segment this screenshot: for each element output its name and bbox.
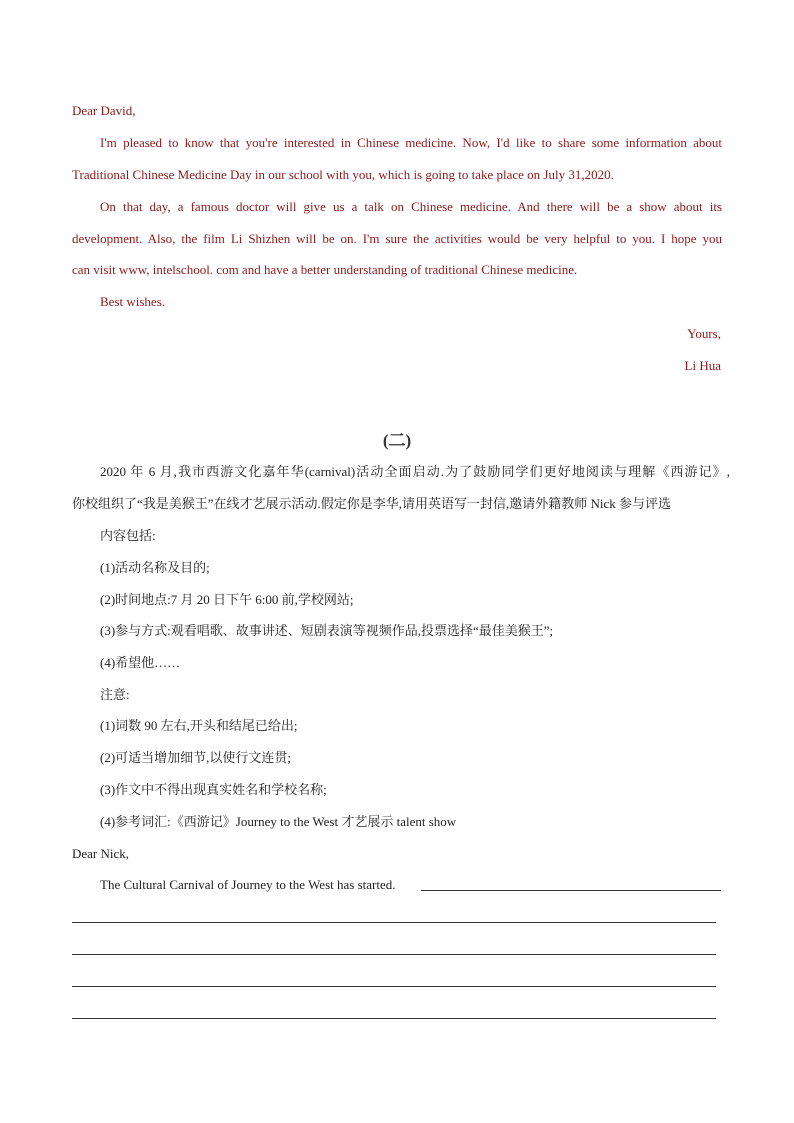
section-title: (二) [382,431,412,450]
answer-start-sentence: The Cultural Carnival of Journey to the West has started. [100,877,396,892]
task-intro-line-1: 2020 年 6 月,我市西游文化嘉年华(carnival)活动全面启动.为了鼓励同学们更好地阅读与理解《西游记》, [100,464,730,479]
letter-paragraph-2-line-3: can visit www, intelschool. com and have a better understanding of traditional Chinese medicine. [72,262,578,277]
notes-item: (1)词数 90 左右,开头和结尾已给出; [100,718,298,733]
letter-paragraph-2-line-2: development. Also, the film Li Shizhen will be on. I'm sure the activities would be very helpful to you. I hope you [72,231,722,246]
answer-line [72,922,716,923]
answer-line [421,890,721,891]
notes-item: (4)参考词汇:《西游记》Journey to the West 才艺展示 talent show [100,814,457,829]
letter-closing: Best wishes. [100,294,165,309]
notes-item: (2)可适当增加细节,以使行文连贯; [100,750,292,765]
letter-paragraph-1-line-1: I'm pleased to know that you're interested in Chinese medicine. Now, I'd like to share some information about [100,135,722,150]
letter-signature: Li Hua [684,358,721,373]
answer-line [72,986,716,987]
letter-paragraph-1-line-2: Traditional Chinese Medicine Day in our school with you, which is going to take place on July 31,2020. [72,167,614,182]
letter-signoff: Yours, [687,326,721,341]
content-item: (4)希望他…… [100,655,181,670]
content-item: (3)参与方式:观看唱歌、故事讲述、短剧表演等视频作品,投票选择“最佳美猴王”; [100,623,554,638]
content-item: (2)时间地点:7 月 20 日下午 6:00 前,学校网站; [100,592,354,607]
letter-paragraph-2-line-1: On that day, a famous doctor will give us a talk on Chinese medicine. And there will be a show about its [100,199,722,214]
answer-line [72,1018,716,1019]
content-item: (1)活动名称及目的; [100,560,210,575]
notes-heading: 注意: [100,687,130,702]
notes-item: (3)作文中不得出现真实姓名和学校名称; [100,782,327,797]
task-intro-line-2: 你校组织了“我是美猴王”在线才艺展示活动.假定你是李华,请用英语写一封信,邀请外籍教师 Nick 参与评选 [72,496,672,511]
content-heading: 内容包括: [100,528,156,543]
answer-line [72,954,716,955]
letter-salutation: Dear David, [72,103,136,118]
answer-salutation: Dear Nick, [72,846,130,861]
